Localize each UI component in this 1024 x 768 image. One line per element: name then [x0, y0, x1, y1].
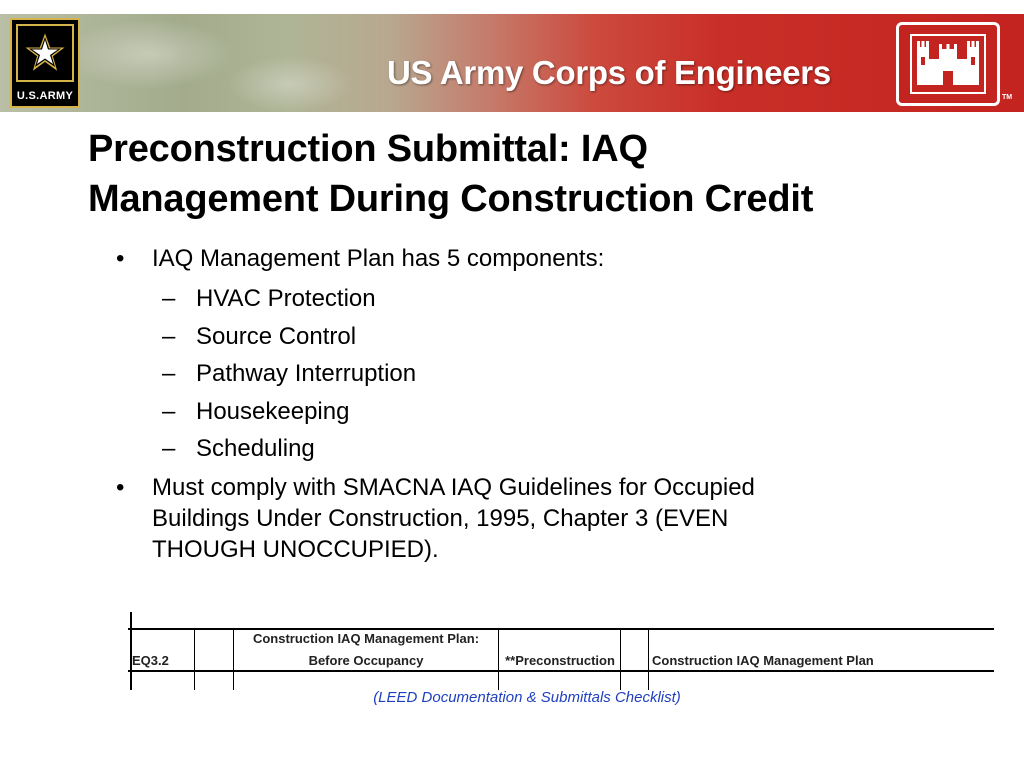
- header-banner: [0, 14, 1024, 112]
- checklist-table-snippet: [128, 612, 994, 690]
- bullet-text-line: Buildings Under Construction, 1995, Chapter 3 (EVEN: [152, 504, 729, 532]
- sub-bullet-item: [116, 280, 906, 318]
- corps-castle-logo: [896, 22, 1000, 106]
- bullet-text-line: Must comply with SMACNA IAQ Guidelines for Occupied: [152, 473, 755, 501]
- trademark-mark: TM: [1002, 94, 1013, 101]
- bullet-item: [116, 472, 906, 565]
- dash-mark: –: [162, 322, 176, 350]
- table-col-line: [498, 630, 499, 690]
- table-cell-phase: **Preconstruction: [505, 653, 615, 668]
- sub-bullet-text: Housekeeping: [196, 397, 350, 425]
- sub-bullet-item: [116, 430, 906, 468]
- slide-title-line-2: Management During Construction Credit: [88, 178, 814, 220]
- star-icon: [16, 24, 74, 82]
- table-cell-name-line-1: Construction IAQ Management Plan:: [252, 631, 480, 646]
- bullet-item: [116, 244, 906, 280]
- sub-bullet-text: Source Control: [196, 322, 357, 350]
- castle-icon: [909, 33, 987, 95]
- sub-bullet-item: [116, 318, 906, 356]
- table-caption: (LEED Documentation & Submittals Checklist): [373, 689, 681, 706]
- us-army-logo: [10, 18, 80, 108]
- army-logo-text: U.S.ARMY: [16, 90, 74, 102]
- slide-title: [88, 124, 1008, 224]
- bullet-list: [116, 244, 906, 565]
- banner-title: US Army Corps of Engineers: [387, 54, 831, 91]
- bullet-mark: •: [116, 245, 125, 272]
- table-col-line: [648, 630, 649, 690]
- sub-bullet-text: HVAC Protection: [196, 285, 376, 312]
- table-rule-bottom: [128, 670, 994, 672]
- bullet-mark: •: [116, 473, 125, 501]
- table-col-line: [620, 630, 621, 690]
- table-cell-name-line-2: Before Occupancy: [308, 653, 424, 668]
- sub-bullet-text: Scheduling: [196, 435, 315, 462]
- bullet-text-line: THOUGH UNOCCUPIED).: [152, 535, 439, 563]
- table-col-line: [194, 630, 195, 690]
- table-rule-top: [128, 628, 994, 630]
- table-cell-submittal: Construction IAQ Management Plan: [652, 653, 874, 668]
- dash-mark: –: [162, 397, 176, 425]
- dash-mark: –: [162, 435, 176, 462]
- table-cell-credit: EQ3.2: [132, 653, 169, 668]
- sub-bullet-item: [116, 355, 906, 393]
- bullet-text: IAQ Management Plan has 5 components:: [152, 245, 605, 272]
- sub-bullet-item: [116, 393, 906, 431]
- dash-mark: –: [162, 285, 176, 312]
- dash-mark: –: [162, 360, 176, 387]
- sub-bullet-text: Pathway Interruption: [196, 360, 417, 387]
- slide-title-line-1: Preconstruction Submittal: IAQ: [88, 128, 648, 170]
- table-col-line: [130, 612, 132, 690]
